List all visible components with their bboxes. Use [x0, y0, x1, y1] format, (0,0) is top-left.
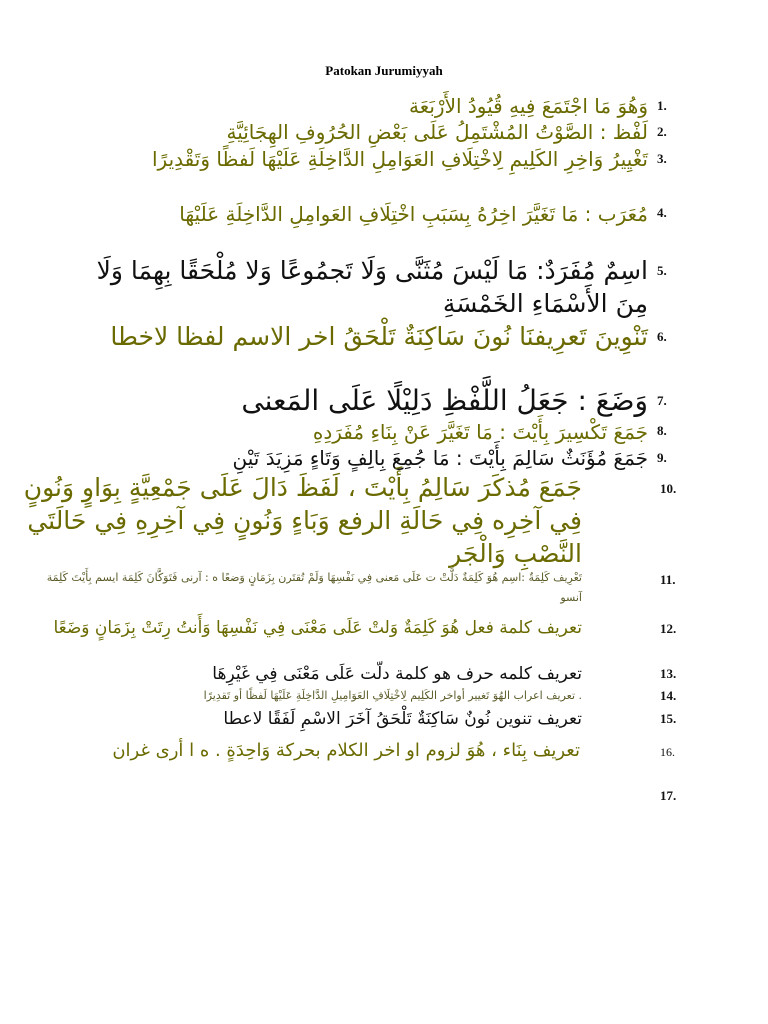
item-number: 7. [657, 393, 667, 408]
item-number: 1. [657, 98, 667, 113]
item-number: 8. [657, 423, 667, 438]
item-text: جَمَعَ مُذكَرَ سَالِمُ بِأَيْتَ ، لَفَظَ دَالَ عَلَى جَمْعِيَّةٍ بِوَاوٍ وَنُونٍ فِي آخِرِه فِي حَالَةِ الرفع وَبَاءٍ وَنُونٍ فِي آخِرِهِ فِي حَالَتَي النَّصْبِ وَالْجَر [23, 473, 582, 568]
item-text: . تعريف اعراب الهُوَ تَغيير أواخر الكَلِيم لِاخْتِلَافِ العَوَامِيلِ الدَّاخِلَةِ عَلَيْهَا لَفظًا أو تَقدِيرًا [203, 689, 582, 702]
item-number: 14. [660, 688, 677, 703]
item-text: جَمَعَ تَكْسِيرَ بِأَيْتَ : مَا تَغَيَّرَ عَنْ بِنَاءِ مُفَرَدِهِ [312, 420, 648, 444]
item-number: 5. [657, 263, 667, 278]
item-text: تعريف كلمة فعل هُوَ كَلِمَةٌ وَلتْ عَلَى مَعْنَى فِي نَفْسِهَا وَأَنتُ رِتَتْ بِزَمَانٍ وَضَعًا [53, 618, 582, 638]
item-text: تَعْرِيف كَلِمَةٌ :اسِم هُوَ كَلِمَةٌ دَلَّتْ ت عَلَى مَعنى فِي نَفْسِهَا وَلَمْ تُقتَرن بِزَمَانٍ وَضعًا ه : آرنى فَتَوَكَّانَ كَلِمَة ايسم بِأَيْتَ كَلِمَة آنسو [46, 571, 582, 604]
item-text: تَغْيِيرُ وَاخِرِ الكَلِيمِ لِاخْتِلَافِ العَوَامِلِ الدَّاخِلَةِ عَلَيْهَا لَفظًا وَتَقْدِيرًا [152, 147, 648, 171]
item-text: وَضَعَ : جَعَلُ اللَّفْظِ دَلِيْلًا عَلَى المَعنى [241, 384, 648, 417]
item-text: جَمَعَ مُؤَنَثٌ سَالِمَ بِأَيْتَ : مَا جُمِعَ بِالِفٍ وَتَاءٍ مَزِيَدَ تَيْنِ [232, 446, 648, 470]
item-number: 9. [657, 450, 667, 465]
item-number: 12. [660, 621, 677, 636]
item-text: اسِمٌ مُفَرَدٌ: مَا لَيْسَ مُثَنَّى وَلَا تَجمُوعًا وَلا مُلْحَقًا بِهِمَا وَلَا مِنَ الأَسْمَاءِ الخَمْسَةِ [96, 256, 648, 318]
item-text: تعريف بِنَاء ، هُوَ لزوم او اخر الكلام بحركة وَاحِدَةٍ . ه ا أرى غران [112, 740, 580, 761]
item-number: 13. [660, 666, 677, 681]
item-text: لَفْظ : الصَّوْتُ المُشْتَمِلُ عَلَى بَعْضِ الحُرُوفِ الهِجَائِيَّةِ [226, 120, 648, 144]
item-number: 6. [657, 329, 667, 344]
item-text: تعريف تنوين نُونٌ سَاكِنَةٌ تَلْحَقُ آخَرَ الاسْمِ لَفَقًا لاعطا [223, 709, 582, 729]
item-number: 15. [660, 711, 677, 726]
item-number: 11. [660, 572, 676, 587]
item-number: 16. [660, 745, 675, 759]
item-number: 17. [660, 788, 677, 803]
item-text: وَهُوَ مَا اجْتَمَعَ فِيهِ قُيُودُ الأَرْبَعَة [408, 94, 648, 118]
item-text: تعريف كلمه حرف هو كلمة دلّت عَلَى مَعْنَى فِي غَيْرِهَا [212, 664, 582, 684]
item-number: 3. [657, 151, 667, 166]
item-text: مُعَرَب : مَا تَغَيَّرَ اخِرُهُ بِسَبَبِ اخْتِلَافِ العَوامِلِ الدَّاخِلَةِ عَلَيْهَا [179, 202, 648, 226]
document-title: Patokan Jurumiyyah [325, 63, 443, 78]
item-number: 4. [657, 205, 667, 220]
item-number: 2. [657, 124, 667, 139]
item-text: تَنْوِينَ تَعرِيفنَا نُونَ سَاكِنَةٌ تَلْحَقُ اخر الاسم لفظا لاخطا [110, 322, 648, 351]
item-number: 10. [660, 481, 677, 496]
